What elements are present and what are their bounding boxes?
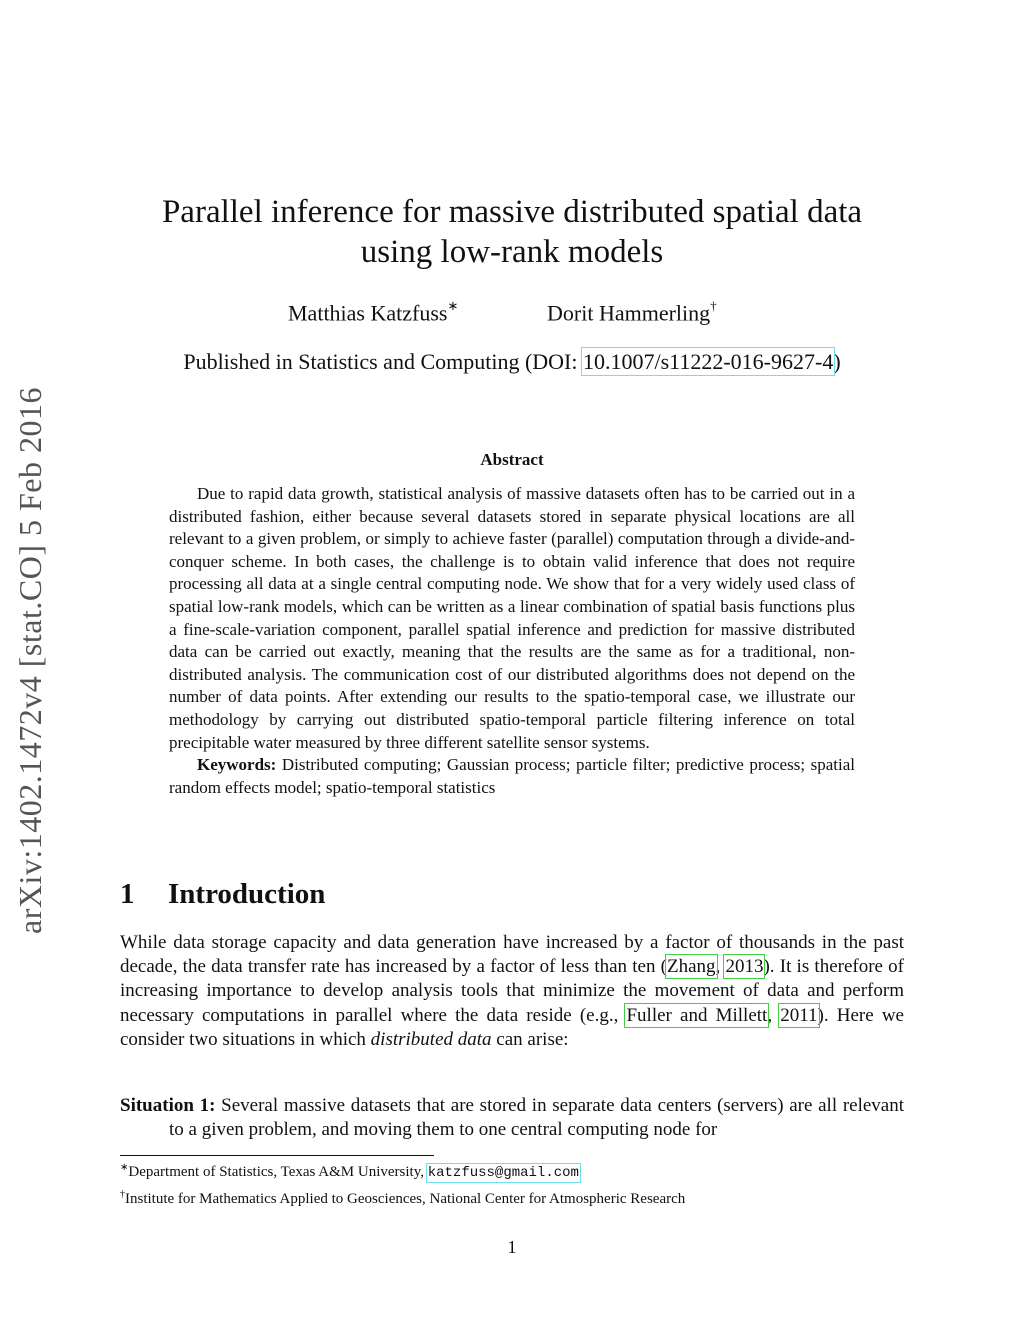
paper-title <box>100 192 924 272</box>
footnote-rule <box>120 1155 434 1156</box>
title-line-2: using low-rank models <box>360 234 664 270</box>
arxiv-identifier: arXiv:1402.1472v4 [stat.CO] 5 Feb 2016 <box>11 386 48 934</box>
email-link[interactable]: katzfuss@gmail.com <box>427 1165 579 1181</box>
section-title: Introduction <box>168 878 326 910</box>
author-1-footnote-mark: ∗ <box>447 298 459 313</box>
footnotes <box>120 1157 920 1210</box>
intro-emphasis: distributed data <box>370 1028 492 1050</box>
publication-prefix: Published in Statistics and Computing (DOI: <box>183 349 583 374</box>
intro-text-a: While data storage capacity and data generation have increased by a factor of thousands in the past decade, the data transfer rate has increased by a factor of less than ten ( <box>120 932 904 978</box>
citation-zhang-year[interactable]: 2013 <box>725 956 764 978</box>
footnote-2-text: Institute for Mathematics Applied to Geosciences, National Center for Atmospheric Research <box>125 1191 686 1207</box>
page-number: 1 <box>507 1237 517 1257</box>
author-1 <box>288 300 458 326</box>
citation-fuller-year[interactable]: 2011 <box>780 1004 818 1026</box>
author-1-name: Matthias Katzfuss <box>288 300 448 326</box>
situation-1-text: Several massive datasets that are stored in separate data centers (servers) are all relevant to a given problem, and moving them to one central computing node for <box>169 1095 905 1141</box>
situation-1-item <box>120 1094 904 1142</box>
footnote-2 <box>120 1184 920 1210</box>
footnote-2-mark: † <box>120 1189 125 1200</box>
keywords-line <box>169 754 855 799</box>
section-number: 1 <box>120 878 135 910</box>
citation-zhang-author[interactable]: Zhang <box>666 956 716 978</box>
title-line-1: Parallel inference for massive distributed spatial data <box>161 194 863 230</box>
situation-1-label: Situation 1: <box>120 1095 216 1116</box>
publication-suffix: ) <box>833 349 841 374</box>
footnote-1 <box>120 1157 920 1184</box>
introduction-paragraph <box>120 931 904 1052</box>
abstract-heading: Abstract <box>480 450 544 469</box>
author-2-footnote-mark: † <box>710 298 717 313</box>
author-2-name: Dorit Hammerling <box>547 300 711 326</box>
footnote-1-mark: ∗ <box>120 1162 129 1173</box>
intro-text-b: ). It is therefore of increasing importance to develop analysis tools that minimize the movement of data and perform necessary computations in parallel where the data reside (e.g., <box>120 956 905 1026</box>
abstract-body <box>169 483 855 799</box>
keywords-text: Distributed computing; Gaussian process; particle filter; predictive process; spatial random effects model; spatio-temporal statistics <box>169 755 855 797</box>
citation-fuller-sep: , <box>767 1004 781 1026</box>
abstract-text: Due to rapid data growth, statistical analysis of massive datasets often has to be carried out in a distributed fashion, either because several datasets stored in separate physical locations are all relevant to a given problem, or simply to achieve faster (parallel) computation through a divide-and-conquer scheme. In both cases, the challenge is to obtain valid inference that does not require processing all data at a single central computing node. We show that for a very widely used class of spatial low-rank models, which can be written as a linear combination of spatial basis functions plus a fine-scale-variation component, parallel spatial inference and prediction for massive distributed data can be carried out exactly, meaning that the results are the same as for a traditional, non-distributed analysis. The communication cost of our distributed algorithms does not depend on the number of data points. After extending our results to the spatio-temporal case, we illustrate our methodology by carrying out distributed spatio-temporal particle filtering inference on total precipitable water measured by three different satellite sensor systems. <box>169 484 855 752</box>
author-2 <box>547 300 717 326</box>
section-heading-introduction <box>120 878 325 911</box>
keywords-label: Keywords: <box>197 755 277 775</box>
citation-zhang-sep: , <box>715 956 726 978</box>
publication-info <box>0 349 1024 375</box>
citation-fuller-author[interactable]: Fuller and Millett <box>626 1004 768 1026</box>
intro-text-c: ). Here we consider two situations in which <box>120 1004 904 1050</box>
intro-text-d: can arise: <box>491 1028 569 1050</box>
doi-link[interactable]: 10.1007/s11222-016-9627-4 <box>583 349 834 374</box>
footnote-1-text: Department of Statistics, Texas A&M University, <box>128 1164 428 1180</box>
